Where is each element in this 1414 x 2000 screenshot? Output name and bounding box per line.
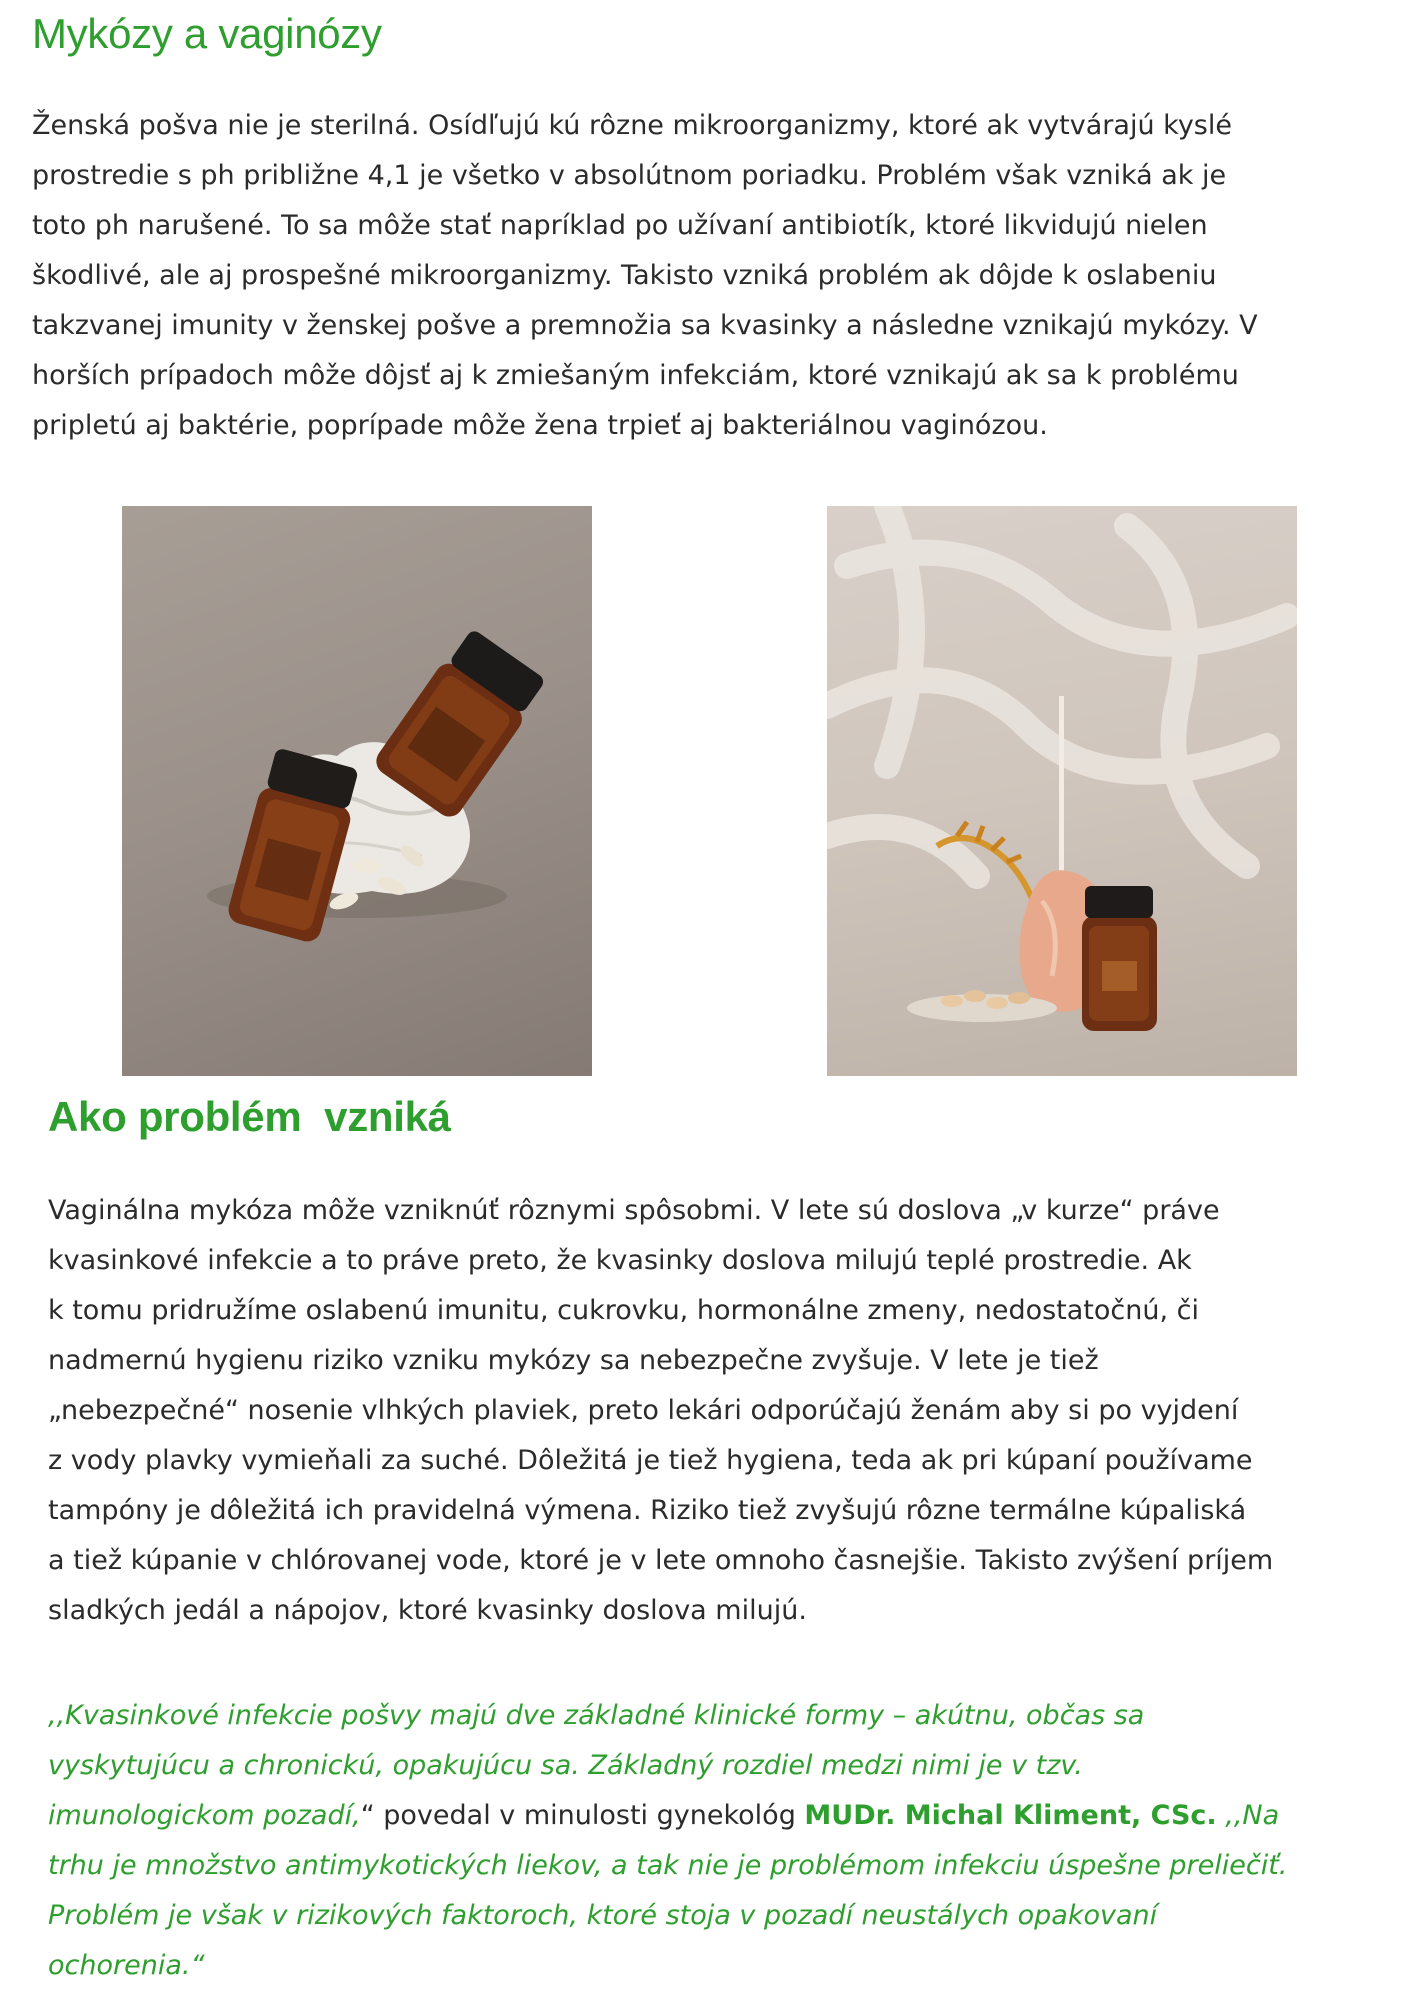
paragraph-line: prostredie s ph približne 4,1 je všetko v absolútnom poriadku. Problém však vzniká ak je (32, 160, 1227, 191)
quote-line: trhu je množstvo antimykotických liekov, a tak nie je problémom infekciu úspešne preliečiť. (48, 1850, 1288, 1881)
paragraph-line: a tiež kúpanie v chlórovanej vode, ktoré je v lete omnoho časnejšie. Takisto zvýšení príjem (48, 1545, 1274, 1576)
paragraph-line: škodlivé, ale aj prospešné mikroorganizmy. Takisto vzniká problém ak dôjde k oslabeniu (32, 260, 1217, 291)
paragraph-line: takzvanej imunity v ženskej pošve a premnožia sa kvasinky a následne vznikajú mykózy. V (32, 310, 1258, 341)
paragraph-line: pripletú aj baktérie, poprípade môže žena trpieť aj bakteriálnou vaginózou. (32, 410, 1048, 441)
quote-line: Problém je však v rizikových faktoroch, ktoré stoja v pozadí neustálych opakovaní (48, 1900, 1158, 1931)
quote-line: ochorenia.“ (48, 1950, 205, 1981)
quote-gynecologist (48, 1691, 1287, 1991)
quote-line: vyskytujúcu a chronickú, opakujúcu sa. Základný rozdiel medzi nimi je v tzv. (48, 1750, 1083, 1781)
paragraph-line: tampóny je dôležitá ich pravidelná výmena. Riziko tiež zvyšujú rôzne termálne kúpaliská (48, 1495, 1247, 1526)
paragraph-line: sladkých jedál a nápojov, ktoré kvasinky doslova milujú. (48, 1595, 807, 1626)
paragraph-intro (32, 101, 1258, 451)
quote-line-attribution (48, 1791, 1287, 1841)
product-photo-bottles-on-stone (122, 506, 592, 1076)
attribution-text: “ povedal v minulosti gynekológ (360, 1800, 805, 1831)
heading-ako-problem-vznika: Ako problém vzniká (48, 1093, 451, 1140)
paragraph-line: Vaginálna mykóza môže vzniknúť rôznymi spôsobmi. V lete sú doslova „v kurze“ práve (48, 1195, 1220, 1226)
paragraph-line: k tomu pridružíme oslabenú imunitu, cukrovku, hormonálne zmeny, nedostatočnú, či (48, 1295, 1199, 1326)
paragraph-line: „nebezpečné“ nosenie vlhkých plaviek, preto lekári odporúčajú ženám aby si po vyjdení (48, 1395, 1239, 1426)
quote-line: ,,Kvasinkové infekcie pošvy majú dve základné klinické formy – akútnu, občas sa (48, 1700, 1145, 1731)
quote-fragment: ,,Na (1216, 1800, 1280, 1831)
paragraph-line: kvasinkové infekcie a to práve preto, že kvasinky doslova milujú teplé prostredie. Ak (48, 1245, 1192, 1276)
paragraph-line: nadmernú hygienu riziko vzniku mykózy sa nebezpečne zvyšuje. V lete je tiež (48, 1345, 1099, 1376)
quote-fragment: imunologickom pozadí, (48, 1800, 361, 1831)
paragraph-line: toto ph narušené. To sa môže stať napríklad po užívaní antibiotík, ktoré likvidujú nielen (32, 210, 1208, 241)
product-photo-bottle-with-branch (827, 506, 1297, 1076)
paragraph-line: Ženská pošva nie je sterilná. Osídľujú kú rôzne mikroorganizmy, ktoré ak vytvárajú kyslé (32, 110, 1232, 141)
doctor-name: MUDr. Michal Kliment, CSc. (804, 1800, 1217, 1831)
paragraph-line: z vody plavky vymieňali za suché. Dôležitá je tiež hygiena, teda ak pri kúpaní používame (48, 1445, 1253, 1476)
heading-mykozy: Mykózy a vaginózy (32, 10, 382, 57)
paragraph-line: horších prípadoch môže dôjsť aj k zmiešaným infekciám, ktoré vznikajú ak sa k problému (32, 360, 1239, 391)
paragraph-causes (48, 1186, 1273, 1636)
